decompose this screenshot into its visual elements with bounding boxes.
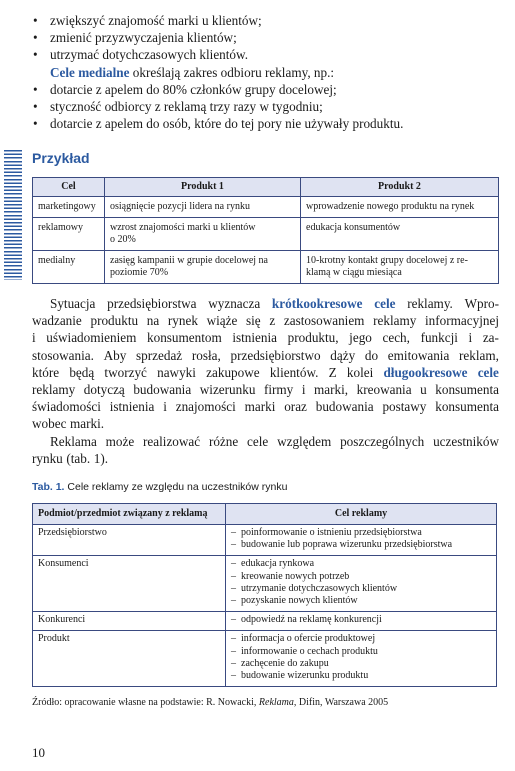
paragraph-line bbox=[32, 381, 499, 398]
word: marki, bbox=[314, 382, 349, 398]
cell-line: wprowadzenie nowego produktu na rynek bbox=[306, 201, 475, 212]
word: wadzanie bbox=[32, 313, 82, 329]
table-cell bbox=[226, 556, 497, 612]
word: istnienia bbox=[232, 330, 278, 346]
cell-line: 10-krotny kontakt grupy docelowej z re- bbox=[306, 255, 468, 266]
word: i bbox=[32, 330, 36, 346]
word: dąży bbox=[330, 347, 356, 363]
table-cell: Konsumenci bbox=[33, 556, 226, 612]
list-item bbox=[231, 539, 491, 551]
table-row bbox=[33, 218, 499, 251]
goal-text: poinformowanie o istnieniu przedsiębiorstwa bbox=[241, 527, 422, 538]
word: reklamy bbox=[373, 313, 417, 329]
word: i bbox=[468, 330, 473, 346]
word: Wpro- bbox=[464, 296, 499, 311]
word: wobec bbox=[32, 416, 67, 432]
dash-bullet: – bbox=[231, 614, 236, 626]
word: sprzedaż bbox=[136, 347, 183, 363]
dash-bullet: – bbox=[231, 527, 236, 538]
list-item: • zmienić przyzwyczajenia klientów; bbox=[33, 30, 237, 46]
table-cell: marketingowy bbox=[33, 197, 105, 218]
goal-list bbox=[231, 558, 491, 607]
goal-text: kreowanie nowych potrzeb bbox=[241, 570, 350, 582]
word: tworzyć bbox=[104, 364, 147, 380]
dash-bullet: – bbox=[231, 670, 236, 682]
paragraph-line bbox=[32, 398, 499, 415]
example-table bbox=[32, 177, 499, 284]
word: zastosowaniem bbox=[283, 313, 365, 329]
word: do bbox=[364, 347, 379, 363]
word: i bbox=[163, 399, 167, 415]
list-item bbox=[231, 614, 491, 626]
word: kolei bbox=[346, 364, 374, 380]
list-item bbox=[231, 527, 491, 539]
word: wyznacza bbox=[208, 296, 261, 311]
list-item bbox=[231, 583, 491, 595]
word: będą bbox=[69, 364, 95, 380]
table-cell bbox=[301, 251, 499, 284]
list-item: • zwiększyć znajomość marki u klientów; bbox=[33, 13, 262, 28]
table-row bbox=[33, 525, 497, 556]
dash-bullet: – bbox=[231, 570, 236, 582]
source-note: Źródło: opracowanie własne na podstawie: R. Nowacki, Reklama, Difin, Warszawa 2005 bbox=[32, 697, 389, 708]
word: reklam, bbox=[459, 347, 499, 363]
table-cell bbox=[105, 218, 301, 251]
word: marki bbox=[244, 399, 276, 415]
word: za- bbox=[482, 330, 499, 346]
word: które bbox=[32, 364, 60, 380]
table-row bbox=[33, 197, 499, 218]
cell-line: poziomie 70% bbox=[110, 267, 169, 278]
table-header-row bbox=[33, 504, 497, 525]
list-item: • dotarcie z apelem do 80% członków grupy docelowej; bbox=[33, 81, 337, 97]
list-item bbox=[231, 670, 491, 682]
word: oraz bbox=[284, 399, 307, 415]
word: postawy bbox=[382, 399, 427, 415]
goal-text: informowanie o cechach produktu bbox=[241, 645, 378, 657]
word: marki. bbox=[70, 416, 105, 432]
column-header: Cel bbox=[33, 178, 105, 197]
table-cell bbox=[301, 218, 499, 251]
table-caption: Tab. 1. Cele reklamy ze względu na uczestników rynku bbox=[32, 481, 288, 493]
word: 1). bbox=[93, 450, 109, 466]
dash-bullet: – bbox=[231, 558, 236, 570]
word: jego bbox=[349, 330, 372, 346]
word: Sytuacja bbox=[50, 296, 96, 311]
table-row bbox=[33, 251, 499, 284]
cell-line: zasięg kampanii w grupie docelowej na bbox=[110, 255, 268, 266]
column-header: Produkt 1 bbox=[105, 178, 301, 197]
table-row bbox=[33, 556, 497, 612]
word: dotyczą bbox=[83, 382, 125, 398]
goal-text: utrzymanie dotychczasowych klientów bbox=[241, 582, 398, 594]
column-header: Produkt 2 bbox=[301, 178, 499, 197]
word: na bbox=[146, 313, 160, 329]
key-term: cele bbox=[477, 364, 499, 380]
word: konsumenta bbox=[435, 382, 499, 398]
list-item: • utrzymać dotychczasowych klientów. bbox=[33, 47, 248, 63]
word: wizerunku bbox=[199, 382, 256, 398]
goal-text: budowanie lub poprawa wizerunku przedsiębiorstwa bbox=[241, 539, 453, 551]
table-cell bbox=[301, 197, 499, 218]
dash-bullet: – bbox=[231, 645, 236, 657]
word: klientów. bbox=[269, 364, 319, 380]
table-cell bbox=[226, 631, 497, 687]
list-item bbox=[231, 633, 491, 645]
dash-bullet: – bbox=[231, 582, 236, 594]
word: poszczególnych bbox=[340, 433, 425, 449]
paragraph-line bbox=[32, 433, 499, 450]
table-row bbox=[33, 612, 497, 631]
dash-bullet: – bbox=[231, 657, 236, 669]
word: Z bbox=[328, 364, 337, 380]
dash-bullet: – bbox=[231, 539, 236, 551]
list-item: • dotarcie z apelem do osób, które do tej pory nie używały produktu. bbox=[33, 116, 404, 132]
table-cell bbox=[226, 612, 497, 631]
table-cell bbox=[105, 251, 301, 284]
word: funkcji bbox=[420, 330, 458, 346]
medial-term: Cele medialne bbox=[50, 64, 130, 80]
word: się bbox=[246, 313, 261, 329]
word: kreowania bbox=[356, 382, 412, 398]
paragraph-line bbox=[32, 347, 499, 364]
word: z bbox=[269, 313, 276, 329]
top-bullet-list bbox=[32, 12, 502, 132]
word: stosowania. bbox=[32, 347, 94, 363]
word: przedsiębiorstwo bbox=[230, 347, 321, 363]
word: względem bbox=[277, 433, 332, 449]
word: rosła, bbox=[191, 347, 221, 363]
word: emitowania bbox=[387, 347, 450, 363]
word: Aby bbox=[103, 347, 127, 363]
table-header-row bbox=[33, 178, 499, 197]
word: informacyjnej bbox=[425, 313, 499, 329]
goal-list bbox=[231, 633, 491, 682]
key-term: długookresowe bbox=[383, 364, 468, 380]
word: rynku bbox=[32, 450, 63, 466]
goal-text: informacja o ofercie produktowej bbox=[241, 633, 376, 645]
word: wiąże bbox=[206, 313, 238, 329]
table-cell bbox=[105, 197, 301, 218]
table-cell bbox=[226, 525, 497, 556]
word: rynek bbox=[167, 313, 198, 329]
word: u bbox=[420, 382, 427, 398]
word: firmy bbox=[263, 382, 294, 398]
list-item bbox=[231, 595, 491, 607]
paragraph-line bbox=[32, 329, 499, 346]
column-header: Podmiot/przedmiot związany z reklamą bbox=[33, 504, 226, 525]
goal-list bbox=[231, 527, 491, 551]
word: realizować bbox=[143, 433, 201, 449]
list-item bbox=[231, 646, 491, 658]
body-paragraph bbox=[32, 295, 499, 467]
paragraph-line bbox=[32, 295, 499, 312]
list-item bbox=[231, 558, 491, 570]
goal-text: zachęcenie do zakupu bbox=[241, 657, 329, 669]
table-cell: medialny bbox=[33, 251, 105, 284]
word: istnienia bbox=[109, 399, 155, 415]
example-side-stripe bbox=[4, 150, 22, 280]
goals-table bbox=[32, 503, 497, 687]
key-term: cele bbox=[374, 296, 396, 311]
list-item bbox=[231, 571, 491, 583]
word: (tab. bbox=[66, 450, 91, 466]
goal-text: budowanie wizerunku produktu bbox=[241, 670, 369, 682]
word: cele bbox=[247, 433, 269, 449]
paragraph-line bbox=[32, 415, 499, 432]
word: Reklama bbox=[50, 433, 97, 449]
word: różne bbox=[208, 433, 239, 449]
word: i bbox=[301, 382, 306, 398]
table-cell: reklamowy bbox=[33, 218, 105, 251]
dash-bullet: – bbox=[231, 595, 236, 607]
word: produktu, bbox=[287, 330, 339, 346]
goal-text: pozyskanie nowych klientów bbox=[241, 595, 358, 607]
key-term: krótkookresowe bbox=[271, 296, 363, 311]
dash-bullet: – bbox=[231, 633, 236, 645]
table-cell: Przedsiębiorstwo bbox=[33, 525, 226, 556]
cell-line: wzrost znajomości marki u klientów bbox=[110, 222, 256, 233]
cell-line: o 20% bbox=[110, 234, 136, 245]
word: produktu bbox=[90, 313, 139, 329]
word: konsumentom bbox=[147, 330, 222, 346]
goal-text: edukacja rynkowa bbox=[241, 558, 315, 570]
cell-line: klamą w ciągu miesiąca bbox=[306, 267, 402, 278]
word: konsumenta bbox=[435, 399, 499, 415]
word: budowania bbox=[133, 382, 192, 398]
medial-goals-intro: Cele medialne określają zakres odbioru reklamy, np.: bbox=[50, 64, 335, 80]
paragraph-line bbox=[32, 450, 499, 467]
paragraph-line bbox=[32, 364, 499, 381]
list-item: • styczność odbiorcy z reklamą trzy razy w tygodniu; bbox=[33, 99, 323, 115]
list-item bbox=[231, 658, 491, 670]
example-title: Przykład bbox=[32, 150, 90, 166]
word: uświadomieniem bbox=[46, 330, 137, 346]
word: zakupowe bbox=[206, 364, 260, 380]
word: cech, bbox=[382, 330, 410, 346]
table-label: Tab. 1. bbox=[32, 481, 65, 493]
cell-line: osiągnięcie pozycji lidera na rynku bbox=[110, 201, 250, 212]
goal-list bbox=[231, 614, 491, 626]
word: reklamy. bbox=[407, 296, 453, 311]
table-cell: Konkurenci bbox=[33, 612, 226, 631]
cell-line: edukacja konsumentów bbox=[306, 222, 401, 233]
column-header: Cel reklamy bbox=[226, 504, 497, 525]
page-number: 10 bbox=[32, 745, 45, 760]
goal-text: odpowiedź na reklamę konkurencji bbox=[241, 614, 382, 626]
paragraph-line bbox=[32, 312, 499, 329]
word: uczestników bbox=[433, 433, 499, 449]
table-row bbox=[33, 631, 497, 687]
table-cell: Produkt bbox=[33, 631, 226, 687]
word: przedsiębiorstwa bbox=[107, 296, 197, 311]
word: znajomości bbox=[175, 399, 236, 415]
word: budowania bbox=[315, 399, 374, 415]
word: świadomości bbox=[32, 399, 101, 415]
word: reklamy bbox=[32, 382, 76, 398]
word: może bbox=[105, 433, 135, 449]
word: nawyki bbox=[157, 364, 196, 380]
